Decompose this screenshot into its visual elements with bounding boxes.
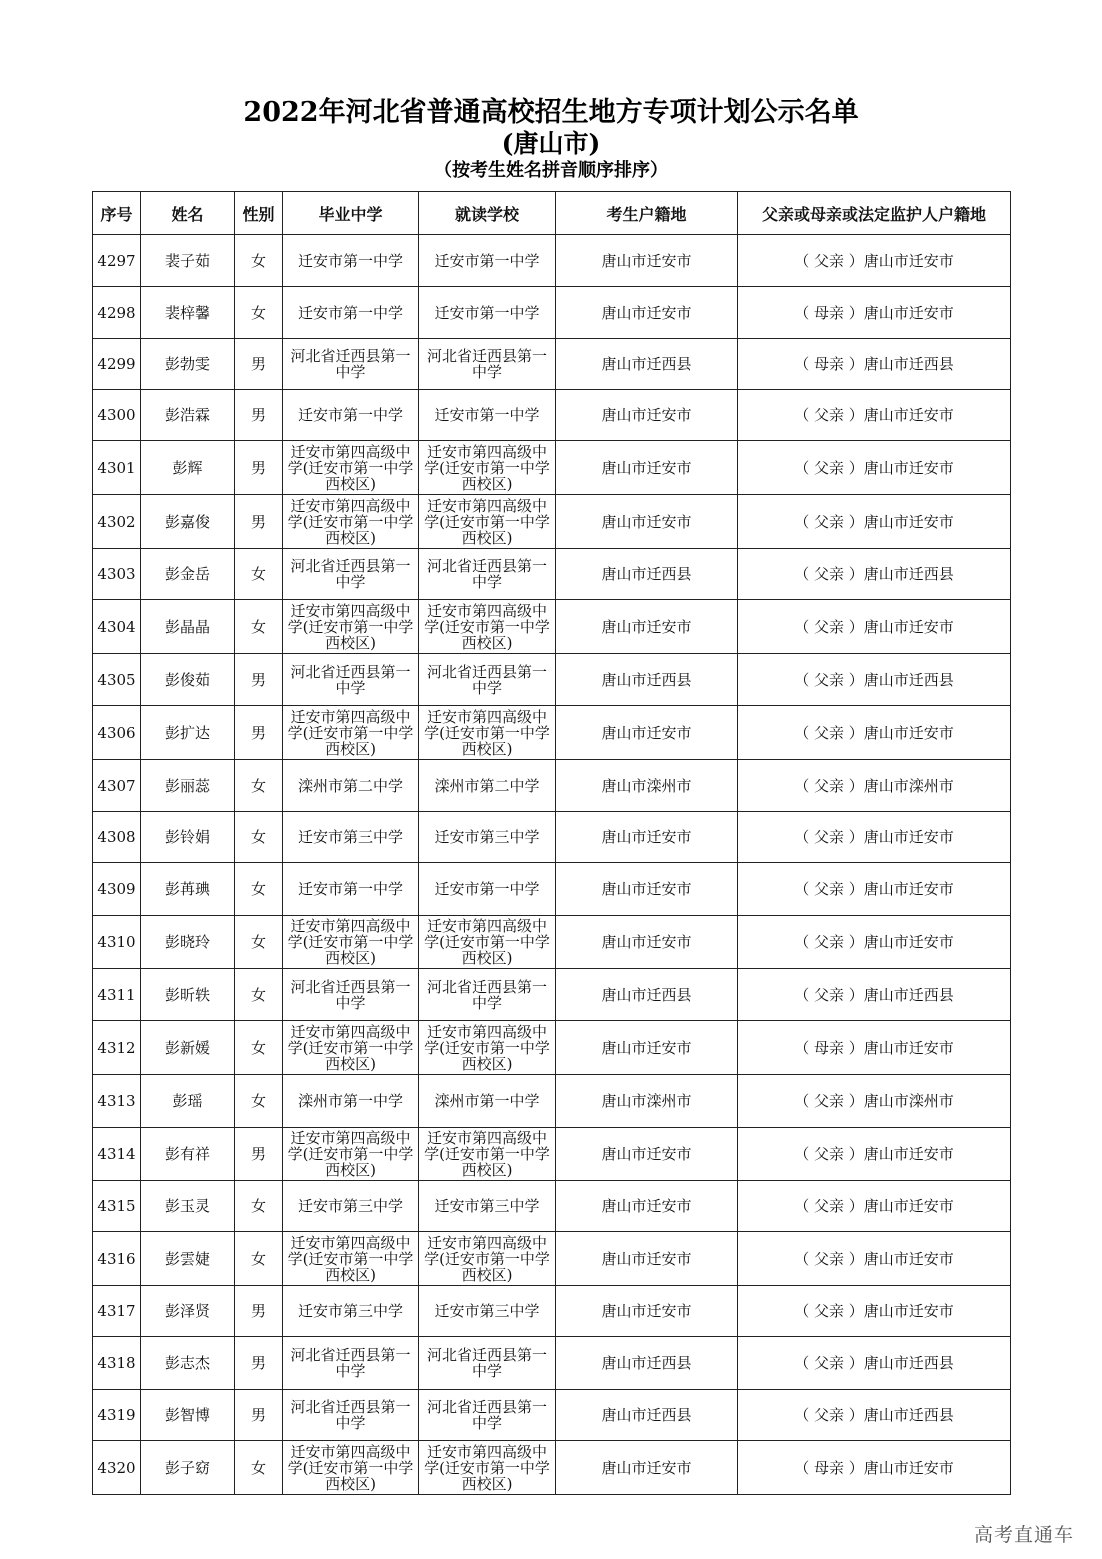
table-row [93, 916, 1011, 969]
col-header-guardian-hukou: 父亲或母亲或法定监护人户籍地 [738, 192, 1011, 235]
table-row [93, 1181, 1011, 1232]
grad-school: 迁安市第四高级中学(迁安市第一中学西校区) [283, 1021, 419, 1075]
grad-school: 河北省迁西县第一中学 [283, 1390, 419, 1441]
col-header-gender: 性别 [235, 192, 283, 235]
current-school: 迁安市第三中学 [419, 1181, 556, 1232]
gender: 女 [235, 600, 283, 654]
table-row [93, 1075, 1011, 1128]
grad-school: 滦州市第一中学 [283, 1075, 419, 1128]
guardian-hukou: （ 父亲 ）唐山市迁安市 [738, 1128, 1011, 1181]
hukou: 唐山市迁安市 [556, 1128, 738, 1181]
hukou: 唐山市迁安市 [556, 600, 738, 654]
student-name: 彭子窈 [141, 1441, 235, 1495]
current-school: 河北省迁西县第一中学 [419, 1390, 556, 1441]
col-header-grad-school: 毕业中学 [283, 192, 419, 235]
row-index: 4316 [93, 1232, 141, 1286]
row-index: 4311 [93, 969, 141, 1021]
student-name: 彭金岳 [141, 549, 235, 600]
table-row [93, 549, 1011, 600]
guardian-hukou: （ 父亲 ）唐山市迁安市 [738, 1286, 1011, 1337]
current-school: 河北省迁西县第一中学 [419, 339, 556, 390]
grad-school: 迁安市第四高级中学(迁安市第一中学西校区) [283, 600, 419, 654]
row-index: 4305 [93, 654, 141, 706]
guardian-hukou: （ 父亲 ）唐山市迁安市 [738, 441, 1011, 495]
student-name: 彭苒琠 [141, 863, 235, 916]
current-school: 迁安市第一中学 [419, 390, 556, 441]
hukou: 唐山市迁西县 [556, 339, 738, 390]
grad-school: 迁安市第四高级中学(迁安市第一中学西校区) [283, 1441, 419, 1495]
grad-school: 河北省迁西县第一中学 [283, 549, 419, 600]
guardian-hukou: （ 父亲 ）唐山市迁安市 [738, 600, 1011, 654]
gender: 男 [235, 1390, 283, 1441]
table-row [93, 1021, 1011, 1075]
student-name: 彭新媛 [141, 1021, 235, 1075]
table-row [93, 1390, 1011, 1441]
guardian-hukou: （ 父亲 ）唐山市迁西县 [738, 1390, 1011, 1441]
guardian-hukou: （ 父亲 ）唐山市迁西县 [738, 1337, 1011, 1390]
row-index: 4313 [93, 1075, 141, 1128]
current-school: 迁安市第三中学 [419, 1286, 556, 1337]
student-name: 彭晓玲 [141, 916, 235, 969]
gender: 男 [235, 1128, 283, 1181]
student-name: 彭有祥 [141, 1128, 235, 1181]
student-name: 彭雲婕 [141, 1232, 235, 1286]
current-school: 滦州市第二中学 [419, 760, 556, 812]
grad-school: 河北省迁西县第一中学 [283, 654, 419, 706]
current-school: 河北省迁西县第一中学 [419, 1337, 556, 1390]
row-index: 4319 [93, 1390, 141, 1441]
grad-school: 滦州市第二中学 [283, 760, 419, 812]
grad-school: 迁安市第三中学 [283, 812, 419, 863]
row-index: 4320 [93, 1441, 141, 1495]
gender: 女 [235, 1232, 283, 1286]
guardian-hukou: （ 父亲 ）唐山市滦州市 [738, 760, 1011, 812]
gender: 男 [235, 495, 283, 549]
current-school: 迁安市第一中学 [419, 235, 556, 287]
student-name: 裴梓馨 [141, 287, 235, 339]
grad-school: 河北省迁西县第一中学 [283, 339, 419, 390]
header-row [93, 192, 1011, 235]
table-row [93, 760, 1011, 812]
table-row [93, 654, 1011, 706]
current-school: 迁安市第四高级中学(迁安市第一中学西校区) [419, 1128, 556, 1181]
hukou: 唐山市迁安市 [556, 390, 738, 441]
row-index: 4298 [93, 287, 141, 339]
guardian-hukou: （ 母亲 ）唐山市迁安市 [738, 287, 1011, 339]
current-school: 迁安市第四高级中学(迁安市第一中学西校区) [419, 1232, 556, 1286]
gender: 女 [235, 916, 283, 969]
gender: 女 [235, 235, 283, 287]
gender: 女 [235, 1075, 283, 1128]
hukou: 唐山市迁安市 [556, 1441, 738, 1495]
student-name: 彭辉 [141, 441, 235, 495]
current-school: 迁安市第三中学 [419, 812, 556, 863]
grad-school: 河北省迁西县第一中学 [283, 1337, 419, 1390]
table-row [93, 339, 1011, 390]
hukou: 唐山市迁西县 [556, 1337, 738, 1390]
current-school: 河北省迁西县第一中学 [419, 549, 556, 600]
guardian-hukou: （ 父亲 ）唐山市迁安市 [738, 1232, 1011, 1286]
grad-school: 迁安市第一中学 [283, 235, 419, 287]
grad-school: 迁安市第四高级中学(迁安市第一中学西校区) [283, 1232, 419, 1286]
row-index: 4297 [93, 235, 141, 287]
guardian-hukou: （ 父亲 ）唐山市迁安市 [738, 495, 1011, 549]
hukou: 唐山市滦州市 [556, 1075, 738, 1128]
hukou: 唐山市迁安市 [556, 916, 738, 969]
table-row [93, 1337, 1011, 1390]
document-title: 2022年河北省普通高校招生地方专项计划公示名单 [243, 97, 859, 128]
guardian-hukou: （ 父亲 ）唐山市迁安市 [738, 916, 1011, 969]
hukou: 唐山市迁安市 [556, 1232, 738, 1286]
current-school: 河北省迁西县第一中学 [419, 654, 556, 706]
grad-school: 迁安市第一中学 [283, 390, 419, 441]
row-index: 4301 [93, 441, 141, 495]
hukou: 唐山市迁安市 [556, 706, 738, 760]
hukou: 唐山市迁西县 [556, 1390, 738, 1441]
table-row [93, 812, 1011, 863]
table-row [93, 706, 1011, 760]
student-name: 彭铃娟 [141, 812, 235, 863]
guardian-hukou: （ 母亲 ）唐山市迁西县 [738, 339, 1011, 390]
row-index: 4309 [93, 863, 141, 916]
student-name: 彭志杰 [141, 1337, 235, 1390]
student-name: 彭晶晶 [141, 600, 235, 654]
grad-school: 迁安市第四高级中学(迁安市第一中学西校区) [283, 706, 419, 760]
current-school: 迁安市第四高级中学(迁安市第一中学西校区) [419, 441, 556, 495]
current-school: 迁安市第四高级中学(迁安市第一中学西校区) [419, 495, 556, 549]
gender: 女 [235, 812, 283, 863]
row-index: 4302 [93, 495, 141, 549]
gender: 男 [235, 706, 283, 760]
current-school: 迁安市第四高级中学(迁安市第一中学西校区) [419, 1021, 556, 1075]
gender: 男 [235, 339, 283, 390]
row-index: 4300 [93, 390, 141, 441]
guardian-hukou: （ 父亲 ）唐山市滦州市 [738, 1075, 1011, 1128]
guardian-hukou: （ 母亲 ）唐山市迁安市 [738, 1021, 1011, 1075]
student-name: 彭智博 [141, 1390, 235, 1441]
document-subtitle: (唐山市) [501, 129, 601, 158]
gender: 女 [235, 549, 283, 600]
gender: 女 [235, 1021, 283, 1075]
table-row [93, 390, 1011, 441]
table-row [93, 441, 1011, 495]
row-index: 4315 [93, 1181, 141, 1232]
table-row [93, 600, 1011, 654]
current-school: 迁安市第四高级中学(迁安市第一中学西校区) [419, 706, 556, 760]
gender: 女 [235, 863, 283, 916]
current-school: 迁安市第一中学 [419, 287, 556, 339]
student-name: 彭勃雯 [141, 339, 235, 390]
guardian-hukou: （ 父亲 ）唐山市迁西县 [738, 549, 1011, 600]
table-row [93, 1441, 1011, 1495]
col-header-current-school: 就读学校 [419, 192, 556, 235]
grad-school: 迁安市第四高级中学(迁安市第一中学西校区) [283, 1128, 419, 1181]
table-row [93, 1286, 1011, 1337]
row-index: 4310 [93, 916, 141, 969]
grad-school: 河北省迁西县第一中学 [283, 969, 419, 1021]
gender: 男 [235, 654, 283, 706]
hukou: 唐山市迁西县 [556, 654, 738, 706]
table-row [93, 1232, 1011, 1286]
guardian-hukou: （ 父亲 ）唐山市迁安市 [738, 390, 1011, 441]
row-index: 4303 [93, 549, 141, 600]
student-name: 彭玉灵 [141, 1181, 235, 1232]
student-table [92, 191, 1011, 1495]
guardian-hukou: （ 父亲 ）唐山市迁西县 [738, 654, 1011, 706]
hukou: 唐山市迁安市 [556, 287, 738, 339]
student-name: 彭丽蕊 [141, 760, 235, 812]
hukou: 唐山市滦州市 [556, 760, 738, 812]
student-name: 彭瑶 [141, 1075, 235, 1128]
row-index: 4307 [93, 760, 141, 812]
grad-school: 迁安市第一中学 [283, 863, 419, 916]
student-name: 彭嘉俊 [141, 495, 235, 549]
row-index: 4304 [93, 600, 141, 654]
current-school: 迁安市第四高级中学(迁安市第一中学西校区) [419, 916, 556, 969]
hukou: 唐山市迁安市 [556, 1181, 738, 1232]
current-school: 迁安市第一中学 [419, 863, 556, 916]
row-index: 4306 [93, 706, 141, 760]
hukou: 唐山市迁西县 [556, 969, 738, 1021]
current-school: 迁安市第四高级中学(迁安市第一中学西校区) [419, 600, 556, 654]
col-header-index: 序号 [93, 192, 141, 235]
current-school: 滦州市第一中学 [419, 1075, 556, 1128]
table-row [93, 969, 1011, 1021]
student-name: 彭扩达 [141, 706, 235, 760]
col-header-name: 姓名 [141, 192, 235, 235]
guardian-hukou: （ 父亲 ）唐山市迁安市 [738, 1181, 1011, 1232]
guardian-hukou: （ 父亲 ）唐山市迁安市 [738, 812, 1011, 863]
hukou: 唐山市迁安市 [556, 863, 738, 916]
hukou: 唐山市迁安市 [556, 1286, 738, 1337]
gender: 男 [235, 390, 283, 441]
row-index: 4312 [93, 1021, 141, 1075]
row-index: 4308 [93, 812, 141, 863]
student-name: 彭泽贤 [141, 1286, 235, 1337]
hukou: 唐山市迁安市 [556, 495, 738, 549]
col-header-hukou: 考生户籍地 [556, 192, 738, 235]
gender: 女 [235, 287, 283, 339]
student-name: 彭浩霖 [141, 390, 235, 441]
current-school: 迁安市第四高级中学(迁安市第一中学西校区) [419, 1441, 556, 1495]
gender: 女 [235, 969, 283, 1021]
gender: 男 [235, 441, 283, 495]
hukou: 唐山市迁安市 [556, 235, 738, 287]
current-school: 河北省迁西县第一中学 [419, 969, 556, 1021]
grad-school: 迁安市第三中学 [283, 1286, 419, 1337]
grad-school: 迁安市第一中学 [283, 287, 419, 339]
hukou: 唐山市迁安市 [556, 441, 738, 495]
grad-school: 迁安市第四高级中学(迁安市第一中学西校区) [283, 916, 419, 969]
gender: 男 [235, 1337, 283, 1390]
row-index: 4299 [93, 339, 141, 390]
table-row [93, 1128, 1011, 1181]
gender: 女 [235, 760, 283, 812]
guardian-hukou: （ 母亲 ）唐山市迁安市 [738, 1441, 1011, 1495]
row-index: 4318 [93, 1337, 141, 1390]
watermark-text: 高考直通车 [973, 1524, 1074, 1546]
student-name: 彭俊茹 [141, 654, 235, 706]
grad-school: 迁安市第四高级中学(迁安市第一中学西校区) [283, 441, 419, 495]
row-index: 4317 [93, 1286, 141, 1337]
hukou: 唐山市迁安市 [556, 1021, 738, 1075]
grad-school: 迁安市第三中学 [283, 1181, 419, 1232]
hukou: 唐山市迁西县 [556, 549, 738, 600]
sort-note: （按考生姓名拼音顺序排序） [434, 160, 668, 181]
guardian-hukou: （ 父亲 ）唐山市迁安市 [738, 235, 1011, 287]
student-name: 彭昕轶 [141, 969, 235, 1021]
row-index: 4314 [93, 1128, 141, 1181]
table-row [93, 863, 1011, 916]
guardian-hukou: （ 父亲 ）唐山市迁安市 [738, 706, 1011, 760]
grad-school: 迁安市第四高级中学(迁安市第一中学西校区) [283, 495, 419, 549]
table-row [93, 287, 1011, 339]
student-name: 裴子茹 [141, 235, 235, 287]
table-row [93, 235, 1011, 287]
gender: 女 [235, 1441, 283, 1495]
guardian-hukou: （ 父亲 ）唐山市迁西县 [738, 969, 1011, 1021]
gender: 男 [235, 1286, 283, 1337]
table-row [93, 495, 1011, 549]
gender: 女 [235, 1181, 283, 1232]
guardian-hukou: （ 父亲 ）唐山市迁安市 [738, 863, 1011, 916]
hukou: 唐山市迁安市 [556, 812, 738, 863]
